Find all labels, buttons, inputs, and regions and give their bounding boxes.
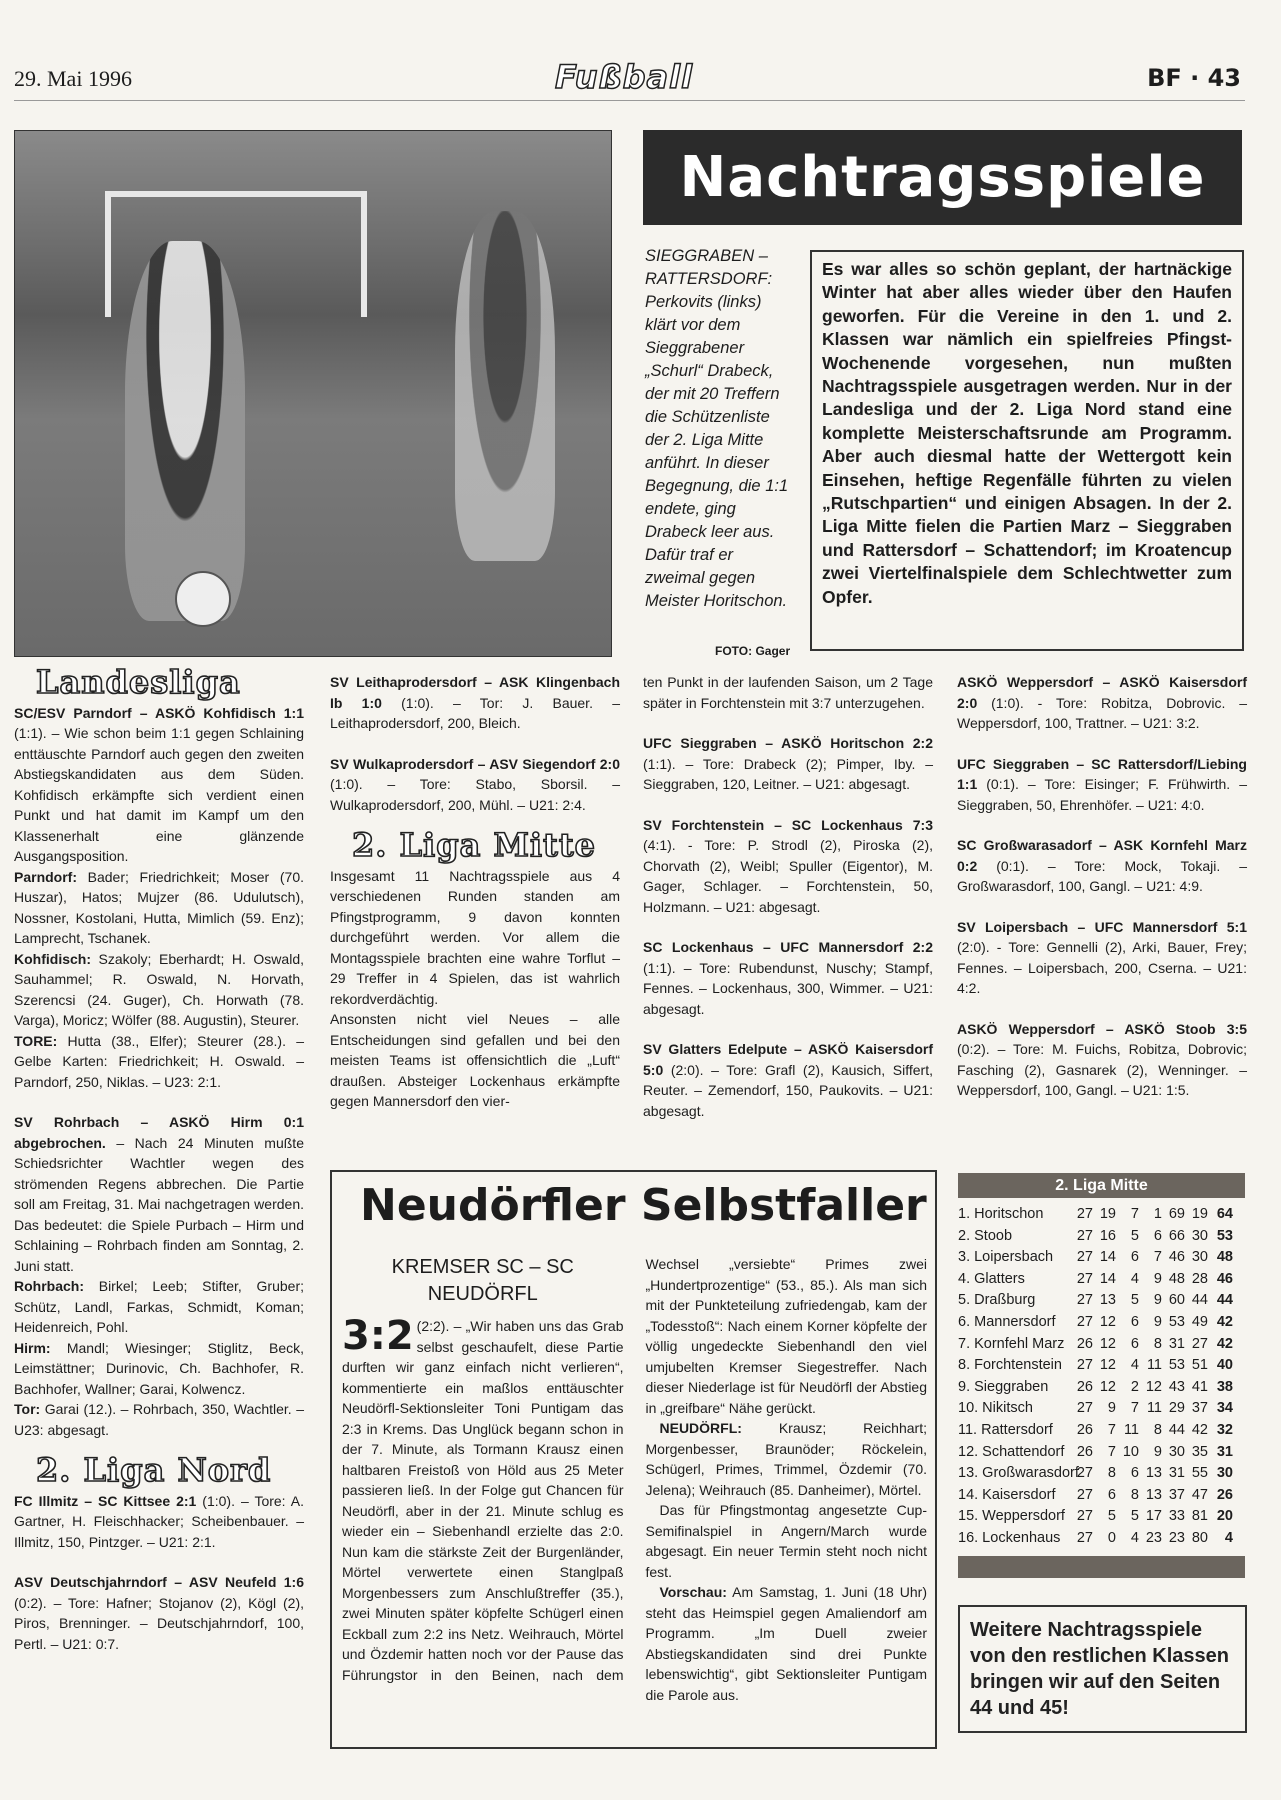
match-text: (4:1). - Tore: P. Strodl (2), Piroska (2), Chorvath (2), Weibl; Spuller (Eigentor), M. Gager, Schlager. – Forchtenstein, 50, Holzmann. – U21: abgesagt.: [643, 837, 933, 915]
stat-cell: 27: [1076, 1529, 1093, 1546]
stat-cell: 8: [1107, 1465, 1116, 1482]
stat-cell: 27: [1076, 1292, 1093, 1309]
issue-date: 29. Mai 1996: [14, 66, 132, 91]
match-lead: ASV Deutschjahrndorf – ASV Neufeld 1:6: [14, 1574, 304, 1590]
match-text: Mandl; Wiesinger; Stiglitz, Beck, Leimstättner; Durinovic, Ch. Bachhofer, R. Bachhofer, Wallner; Garai, Kolwencz.: [14, 1339, 304, 1397]
stat-cell: 9: [1153, 1313, 1162, 1330]
stat-cell: 10: [1122, 1443, 1139, 1460]
stat-cell: 11: [1123, 1421, 1139, 1438]
stat-cell: 8: [1153, 1421, 1162, 1438]
team-name: 9. Sieggraben: [958, 1378, 1049, 1395]
stat-cell: 27: [1076, 1313, 1093, 1330]
match-text: Birkel; Leeb; Stifter, Gruber; Schütz, Landl, Farkas, Schmidt, Koman; Heidenreich, Pohl.: [14, 1278, 304, 1335]
stat-cell: 6: [1107, 1486, 1116, 1503]
stat-cell: 0: [1107, 1529, 1116, 1546]
feature-paragraph: [646, 1500, 928, 1582]
stat-cell: 80: [1191, 1529, 1208, 1546]
feature-title: Neudörfler Selbstfaller: [360, 1180, 927, 1231]
stat-cell: 48: [1216, 1249, 1233, 1266]
match-report: [643, 937, 933, 1019]
stat-cell: 6: [1153, 1227, 1162, 1244]
stat-cell: 27: [1076, 1249, 1093, 1266]
match-lead: ASKÖ Weppersdorf – ASKÖ Stoob 3:5: [957, 1020, 1247, 1037]
feature-score: 3:2: [342, 1313, 414, 1359]
team-name: 6. Mannersdorf: [958, 1313, 1056, 1330]
match-report: [330, 866, 620, 1010]
feature-paragraph: [646, 1582, 928, 1705]
match-report: [14, 867, 304, 949]
stat-cell: 9: [1107, 1400, 1116, 1417]
stat-cell: 7: [1107, 1421, 1116, 1438]
section-heading: Landesliga: [36, 663, 241, 701]
match-report: [14, 1276, 304, 1338]
match-text: Insgesamt 11 Nachtragsspiele aus 4 verschiedenen Runden standen am Pfingstprogramm, 9 davon konnten durchgeführt werden. Vor allem die Montagsspiele brachten eine wahre Torflut – 29 Treffer in 4 Spielen, das ist wahrlich rekordverdächtig.: [330, 867, 620, 1007]
match-report: [14, 1572, 304, 1654]
stat-cell: 26: [1076, 1378, 1093, 1395]
stat-cell: 37: [1168, 1486, 1185, 1503]
stat-cell: 49: [1191, 1313, 1208, 1330]
match-text: Garai (12.). – Rohrbach, 350, Wachtler. – U23: abgesagt.: [14, 1401, 304, 1438]
match-text: (1:0). – Tore: Stabo, Sborsil. – Wulkaprodersdorf, 200, Mühl. – U21: 2:4.: [330, 776, 620, 813]
match-text: (0:1). – Tore: Mock, Tokaji. – Großwarasdorf, 100, Gangl. – U21: 4:9.: [957, 857, 1247, 894]
header-divider: [14, 100, 1245, 101]
match-lead: SV Forchtenstein – SC Lockenhaus 7:3: [643, 816, 933, 833]
match-report: [330, 754, 620, 816]
stat-cell: 28: [1191, 1270, 1208, 1287]
match-text: Hutta (38., Elfer); Steurer (28.). – Gelbe Karten: Friedrichkeit; H. Oswald. – Parndorf, 250, Niklas. – U23: 2:1.: [14, 1032, 304, 1090]
stat-cell: 12: [1099, 1378, 1116, 1395]
match-report: [330, 672, 620, 734]
match-text: (2:0). – Tore: Grafl (2), Kausich, Siffert, Reuter. – Zemendorf, 150, Paukovits. – U21: abgesagt.: [643, 1061, 933, 1119]
stat-cell: 42: [1216, 1313, 1233, 1330]
stat-cell: 6: [1130, 1249, 1139, 1266]
match-text: (1:0). - Tore: Robitza, Dobrovic. – Weppersdorf, 100, Trattner. – U21: 3:2.: [957, 694, 1247, 731]
stat-cell: 4: [1130, 1357, 1139, 1374]
match-lead: UFC Sieggraben – SC Rattersdorf/Liebing 1:1: [957, 755, 1247, 792]
match-lead: UFC Sieggraben – ASKÖ Horitschon 2:2: [643, 735, 933, 751]
match-lead: TORE:: [14, 1032, 58, 1049]
stat-cell: 7: [1107, 1443, 1116, 1460]
match-text: Ansonsten nicht viel Neues – alle Entscheidungen sind gefallen und bei den meisten Teams ist offensichtlich die „Luft“ draußen. Absteiger Lockenhaus erkämpfte gegen Mannersdorf den vier-: [330, 1011, 620, 1109]
stat-cell: 51: [1191, 1357, 1208, 1374]
standings-row: [958, 1290, 1245, 1312]
match-lead: Hirm:: [14, 1339, 51, 1356]
standings-row: [958, 1204, 1245, 1226]
stat-cell: 27: [1076, 1357, 1093, 1374]
match-lead: SV Glatters Edelpute – ASKÖ Kaisersdorf 5:0: [643, 1041, 933, 1078]
stat-cell: 40: [1216, 1357, 1233, 1374]
stat-cell: 27: [1076, 1486, 1093, 1503]
stat-cell: 4: [1130, 1270, 1139, 1287]
section-title: Fußball: [555, 58, 694, 96]
standings-title: 2. Liga Mitte: [958, 1173, 1245, 1198]
standings-row: [958, 1485, 1245, 1507]
stat-cell: 44: [1216, 1292, 1233, 1309]
stat-cell: 44: [1191, 1292, 1208, 1309]
stat-cell: 17: [1145, 1508, 1162, 1525]
stat-cell: 5: [1107, 1508, 1116, 1525]
team-name: 4. Glatters: [958, 1270, 1025, 1287]
stat-cell: 55: [1191, 1465, 1208, 1482]
stat-cell: 27: [1076, 1227, 1093, 1244]
feature-paragraph: [646, 1418, 928, 1500]
stat-cell: 53: [1168, 1313, 1185, 1330]
stat-cell: 6: [1130, 1313, 1139, 1330]
match-report: [14, 1112, 304, 1276]
stat-cell: 69: [1168, 1206, 1185, 1222]
stat-cell: 9: [1153, 1270, 1162, 1287]
column-1: [14, 663, 304, 1674]
standings-row: [958, 1226, 1245, 1248]
stat-cell: 26: [1076, 1421, 1093, 1438]
standings-row: [958, 1528, 1245, 1550]
match-text: – Nach 24 Minuten mußte Schiedsrichter Wachtler wegen des strömenden Regens abbrechen. Die Partie soll am Freitag, 31. Mai nachgetragen werden. Das bedeutet: die Spiele Purbach – Hirm und Schlaining – Rohrbach finden am Sonntag, 2. Juni statt.: [14, 1134, 304, 1274]
match-text: (1:1). – Tore: Drabeck (2); Pimper, Iby. – Sieggraben, 120, Leitner. – U21: abgesagt.: [643, 755, 933, 792]
match-lead: SC/ESV Parndorf – ASKÖ Kohfidisch 1:1: [14, 704, 304, 721]
match-text: (1:1). – Wie schon beim 1:1 gegen Schlaining enttäuschte Parndorf auch gegen den zweiten Abstiegskandidaten aus dem Süden. Kohfidisch erkämpfte sich verdient einen Punkt und hat damit im Kampf um den Klassenerhalt eine glänzende Ausgangsposition.: [14, 725, 304, 864]
football: [175, 571, 231, 627]
stat-cell: 42: [1216, 1335, 1233, 1352]
stat-cell: 5: [1130, 1508, 1139, 1525]
team-name: 10. Nikitsch: [958, 1400, 1033, 1417]
page-number: BF · 43: [1147, 64, 1241, 92]
match-lead: SV Rohrbach – ASKÖ Hirm 0:1 abgebrochen.: [14, 1114, 304, 1151]
match-report: [14, 1491, 304, 1553]
column-3: [643, 672, 933, 1141]
match-lead: SV Wulkaprodersdorf – ASV Siegendorf 2:0: [330, 755, 620, 772]
match-report: [330, 1009, 620, 1112]
stat-cell: 31: [1168, 1335, 1185, 1352]
match-text: (1:0). – Tor: J. Bauer. – Leithaprodersdorf, 200, Bleich.: [330, 694, 620, 731]
section-heading: 2. Liga Nord: [36, 1451, 272, 1489]
match-text: (1:1). – Tore: Rubendunst, Nuschy; Stampf, Fennes. – Lockenhaus, 300, Wimmer. – U21: abgesagt.: [643, 959, 933, 1017]
match-text: Bader; Friedrichkeit; Moser (70. Huszar), Hatos; Mujzer (86. Udulutsch), Nossner, Kostolani, Hutta, Mimlich (59. Enz); Lamprecht, Tschanek.: [14, 868, 304, 946]
stat-cell: 23: [1168, 1529, 1185, 1546]
match-text: (0:2). – Tore: Hafner; Stojanov (2), Kögl (2), Piros, Brenninger. – Deutschjahrndorf, 100, Pertl. – U21: 0:7.: [14, 1594, 304, 1652]
stat-cell: 16: [1099, 1227, 1116, 1244]
team-name: 7. Kornfehl Marz: [958, 1335, 1065, 1352]
match-lead: Tor:: [14, 1401, 41, 1417]
feature-body: [342, 1254, 927, 1705]
match-lead: Kohfidisch:: [14, 950, 91, 967]
stat-cell: 26: [1216, 1486, 1233, 1503]
match-text: (2:0). - Tore: Gennelli (2), Arki, Bauer, Frey; Fennes. – Loipersbach, 200, Cserna. – U21: 4:2.: [957, 939, 1247, 996]
stat-cell: 5: [1130, 1227, 1139, 1244]
match-text: Szakoly; Eberhardt; H. Oswald, Sauhammel; R. Oswald, N. Horvath, Szerencsi (24. Guger), Ch. Horwath (78. Varga), Moricz; Wölfer (88. Augustin), Steurer.: [14, 950, 304, 1028]
stat-cell: 6: [1130, 1335, 1139, 1352]
stat-cell: 4: [1130, 1529, 1139, 1546]
match-lead: Rohrbach:: [14, 1278, 84, 1294]
stat-cell: 7: [1153, 1249, 1162, 1266]
photo-credit: FOTO: Gager: [715, 644, 791, 658]
standings-table: [958, 1173, 1245, 1578]
column-2: [330, 672, 620, 1112]
stat-cell: 14: [1099, 1249, 1116, 1266]
stat-cell: 13: [1099, 1292, 1116, 1309]
stat-cell: 27: [1076, 1400, 1093, 1417]
match-report: [643, 672, 933, 713]
stat-cell: 53: [1216, 1227, 1233, 1244]
stat-cell: 4: [1224, 1529, 1233, 1546]
team-name: 14. Kaisersdorf: [958, 1486, 1056, 1503]
stat-cell: 23: [1145, 1529, 1162, 1546]
stat-cell: 8: [1130, 1486, 1139, 1503]
match-report: [957, 1019, 1247, 1101]
stat-cell: 38: [1216, 1378, 1233, 1395]
stat-cell: 30: [1216, 1465, 1233, 1482]
stat-cell: 47: [1191, 1486, 1208, 1503]
stat-cell: 31: [1216, 1443, 1233, 1460]
match-lead: SV Loipersbach – UFC Mannersdorf 5:1: [957, 918, 1247, 935]
match-lead: SV Leithaprodersdorf – ASK Klingenbach Ib 1:0: [330, 674, 620, 711]
player-right: [455, 211, 555, 561]
stat-cell: 44: [1168, 1421, 1185, 1438]
stat-cell: 2: [1130, 1378, 1139, 1395]
stat-cell: 12: [1099, 1313, 1116, 1330]
section-heading: 2. Liga Mitte: [352, 826, 596, 864]
feature-text: (2:2). – „Wir haben uns das Grab selbst geschaufelt, diese Partie durften wir ganz einfach nicht verlieren“, kommentierte ein maßlos enttäuschter Neudörfl-Sektionsleiter Toni Puntigam das 2:3 in Krems. Das Unglück begann schon in der 7. Minute, als Tormann Krausz einen haltbaren Freistoß von Höld aus 25 Meter passieren ließ. In der Folge gut Chancen für Neudörfl, aber in der 21. Minute schlug es wieder ein – Siebenhandl erzielte das 2:0. Nun kam die stärkste Zeit der Burgenländer, Mörtel verwertete einen Stanglpaß Morgenbessers zum Anschlußtreffer (35.), zwei Minuten später köpfelte Schügerl einen Eckball zum 2:2 ins Netz. Weihrauch, Mörtel und Özdemir hatten noch vor der Pause das Führungstor in den Beinen, nach dem Wechsel „versiebte“ Primes zwei „Hundertprozentige“ (53., 85.). Als man sich mit der Punkteteilung zufriedengab, kam der „Todesstoß“: Nach einem Korner köpfelte der völlig ungedeckte Siebenhandl den viel umjubelten Kremser Siegestreffer. Nach dieser Niederlage ist für Neudörfl der Abstieg in „greifbare“ Nähe gerückt.: [342, 1256, 927, 1683]
team-name: 1. Horitschon: [958, 1206, 1044, 1222]
match-text: ten Punkt in der laufenden Saison, um 2 Tage später in Forchtenstein mit 3:7 unterzugehen.: [643, 674, 933, 711]
standings-row: [958, 1442, 1245, 1464]
intro-box: Es war alles so schön geplant, der hartnäckige Winter hat aber alles wieder über den Haufen geworfen. Für die Vereine in den 1. und 2. Klassen war nämlich ein spielfreies Pfingst-Wochenende vorgesehen, nun mußten Nachtragsspiele ausgetragen werden. Nur in der Landesliga und der 2. Liga Nord stand eine komplette Meisterschaftsrunde am Programm. Aber auch diesmal hatte der Wettergott kein Einsehen, heftige Regenfälle führten zu vielen „Rutschpartien“ und einigen Absagen. In der 2. Liga Mitte fielen die Partien Marz – Sieggraben und Rattersdorf – Schattendorf; im Kroatencup zwei Viertelfinalspiele dem Schlechtwetter zum Opfer.: [810, 250, 1244, 651]
match-report: [957, 917, 1247, 999]
stat-cell: 66: [1168, 1227, 1185, 1244]
team-name: 2. Stoob: [958, 1227, 1013, 1244]
stat-cell: 13: [1145, 1486, 1162, 1503]
stat-cell: 42: [1191, 1421, 1208, 1438]
standings-row: [958, 1334, 1245, 1356]
team-name: 5. Draßburg: [958, 1292, 1036, 1309]
feature-text: Am Samstag, 1. Juni (18 Uhr) steht das Heimspiel gegen Amaliendorf am Programm. „Im Duell zweier Abstiegskandidaten sind drei Punkte lebenswichtig“, gibt Sektionsleiter Puntigam die Parole aus.: [645, 1584, 927, 1703]
team-name: 3. Loipersbach: [958, 1249, 1054, 1266]
standings-row: [958, 1377, 1245, 1399]
match-lead: Parndorf:: [14, 868, 77, 885]
team-name: 12. Schattendorf: [958, 1443, 1065, 1460]
feature-lead: Vorschau:: [659, 1584, 727, 1600]
stat-cell: 46: [1216, 1270, 1233, 1287]
stat-cell: 27: [1076, 1508, 1093, 1525]
stat-cell: 46: [1168, 1249, 1185, 1266]
match-lead: SC Großwarasadorf – ASK Kornfehl Marz 0:2: [957, 837, 1247, 874]
stat-cell: 13: [1145, 1465, 1162, 1482]
stat-cell: 20: [1216, 1508, 1233, 1525]
stat-cell: 27: [1076, 1206, 1093, 1222]
match-lead: FC Illmitz – SC Kittsee 2:1: [14, 1492, 197, 1509]
stat-cell: 19: [1191, 1206, 1208, 1222]
stat-cell: 9: [1153, 1443, 1162, 1460]
stat-cell: 12: [1099, 1357, 1116, 1374]
match-report: [643, 815, 933, 918]
stat-cell: 14: [1099, 1270, 1116, 1287]
match-report: [14, 703, 304, 867]
stat-cell: 41: [1191, 1378, 1208, 1395]
match-report: [957, 754, 1247, 816]
feature-lead: NEUDÖRFL:: [659, 1420, 742, 1436]
feature-subtitle: KREMSER SC – SC NEUDÖRFL: [391, 1256, 574, 1305]
team-name: 8. Forchtenstein: [958, 1357, 1062, 1374]
stat-cell: 37: [1191, 1400, 1208, 1417]
match-report: [643, 733, 933, 795]
match-lead: SC Lockenhaus – UFC Mannersdorf 2:2: [643, 939, 933, 955]
stat-cell: 19: [1099, 1206, 1116, 1222]
stat-cell: 12: [1099, 1335, 1116, 1352]
stat-cell: 53: [1168, 1357, 1185, 1374]
team-name: 11. Rattersdorf: [958, 1421, 1053, 1438]
match-report: [14, 1338, 304, 1400]
stat-cell: 8: [1153, 1335, 1162, 1352]
stat-cell: 30: [1191, 1227, 1208, 1244]
stat-cell: 30: [1168, 1443, 1185, 1460]
match-report: [957, 835, 1247, 897]
stat-cell: 81: [1191, 1508, 1208, 1525]
stat-cell: 33: [1168, 1508, 1185, 1525]
match-report: [14, 1031, 304, 1093]
stat-cell: 43: [1168, 1378, 1185, 1395]
photo-caption: SIEGGRABEN – RATTERSDORF: Perkovits (links) klärt vor dem Sieggrabener „Schurl“ Drabeck, der mit 20 Treffern die Schützenliste der 2. Liga Mitte anführt. In dieser Begegnung, die 1:1 endete, ging Drabeck leer aus. Dafür traf er zweimal gegen Meister Horitschon.: [645, 247, 789, 610]
feature-article: [330, 1170, 937, 1749]
more-games-note: Weitere Nachtragsspiele von den restlichen Klassen bringen wir auf den Seiten 44 und 45!: [958, 1605, 1247, 1733]
match-report: [957, 672, 1247, 734]
stat-cell: 7: [1130, 1400, 1139, 1417]
team-name: 15. Weppersdorf: [958, 1508, 1065, 1525]
standings-row: [958, 1312, 1245, 1334]
stat-cell: 30: [1191, 1249, 1208, 1266]
standings-row: [958, 1355, 1245, 1377]
standings-row: [958, 1247, 1245, 1269]
page-headline: Nachtragsspiele: [643, 130, 1242, 225]
stat-cell: 12: [1145, 1378, 1162, 1395]
match-photo: [14, 130, 612, 657]
stat-cell: 1: [1153, 1206, 1162, 1222]
stat-cell: 35: [1191, 1443, 1208, 1460]
stat-cell: 31: [1168, 1465, 1185, 1482]
stat-cell: 27: [1191, 1335, 1208, 1352]
match-lead: ASKÖ Weppersdorf – ASKÖ Kaisersdorf 2:0: [957, 674, 1247, 711]
column-4: [957, 672, 1247, 1121]
stat-cell: 48: [1168, 1270, 1185, 1287]
match-text: (0:1). – Tore: Eisinger; F. Frühwirth. – Sieggraben, 50, Ehrenhöfer. – U21: 4:0.: [957, 776, 1247, 813]
stat-cell: 26: [1076, 1443, 1093, 1460]
stat-cell: 27: [1076, 1465, 1093, 1482]
match-report: [14, 949, 304, 1031]
team-name: 16. Lockenhaus: [958, 1529, 1061, 1546]
stat-cell: 64: [1216, 1206, 1233, 1222]
team-name: 13. Großwarasdorf: [958, 1465, 1079, 1482]
stat-cell: 7: [1130, 1206, 1139, 1222]
stat-cell: 29: [1168, 1400, 1185, 1417]
standings-row: [958, 1398, 1245, 1420]
stat-cell: 5: [1130, 1292, 1139, 1309]
stat-cell: 6: [1130, 1465, 1139, 1482]
stat-cell: 60: [1168, 1292, 1185, 1309]
match-text: (1:0). – Tore: A. Gartner, H. Fleischhacker; Scheibenbauer. – Illmitz, 150, Pintzger. – U21: 2:1.: [14, 1492, 304, 1550]
feature-text: Das für Pfingstmontag angesetzte Cup-Semifinalspiel in Angern/March wurde abgesagt. Ein neuer Termin steht noch nicht fest.: [645, 1502, 927, 1580]
match-text: (0:2). – Tore: M. Fuichs, Robitza, Dobrovic; Fasching (2), Gasnarek (2), Wenninger. – Weppersdorf, 100, Gangl. – U21: 1:5.: [957, 1041, 1247, 1098]
stat-cell: 27: [1076, 1270, 1093, 1287]
stat-cell: 34: [1216, 1400, 1233, 1417]
standings-row: [958, 1420, 1245, 1442]
standings-row: [958, 1463, 1245, 1485]
stat-cell: 9: [1153, 1292, 1162, 1309]
standings-row: [958, 1269, 1245, 1291]
stat-cell: 11: [1146, 1400, 1162, 1417]
stat-cell: 26: [1076, 1335, 1093, 1352]
feature-text: Krausz; Reichhart; Morgenbesser, Braunöder; Röckelein, Schügerl, Primes, Trimmel, Özdemir (70. Jelena); Weihrauch (85. Danheimer), Mörtel.: [645, 1420, 927, 1498]
match-report: [643, 1039, 933, 1121]
standings-footer-bar: [958, 1556, 1245, 1578]
standings-row: [958, 1506, 1245, 1528]
player-left: [125, 241, 245, 621]
match-report: [14, 1399, 304, 1440]
stat-cell: 32: [1216, 1421, 1233, 1438]
stat-cell: 11: [1146, 1357, 1162, 1374]
